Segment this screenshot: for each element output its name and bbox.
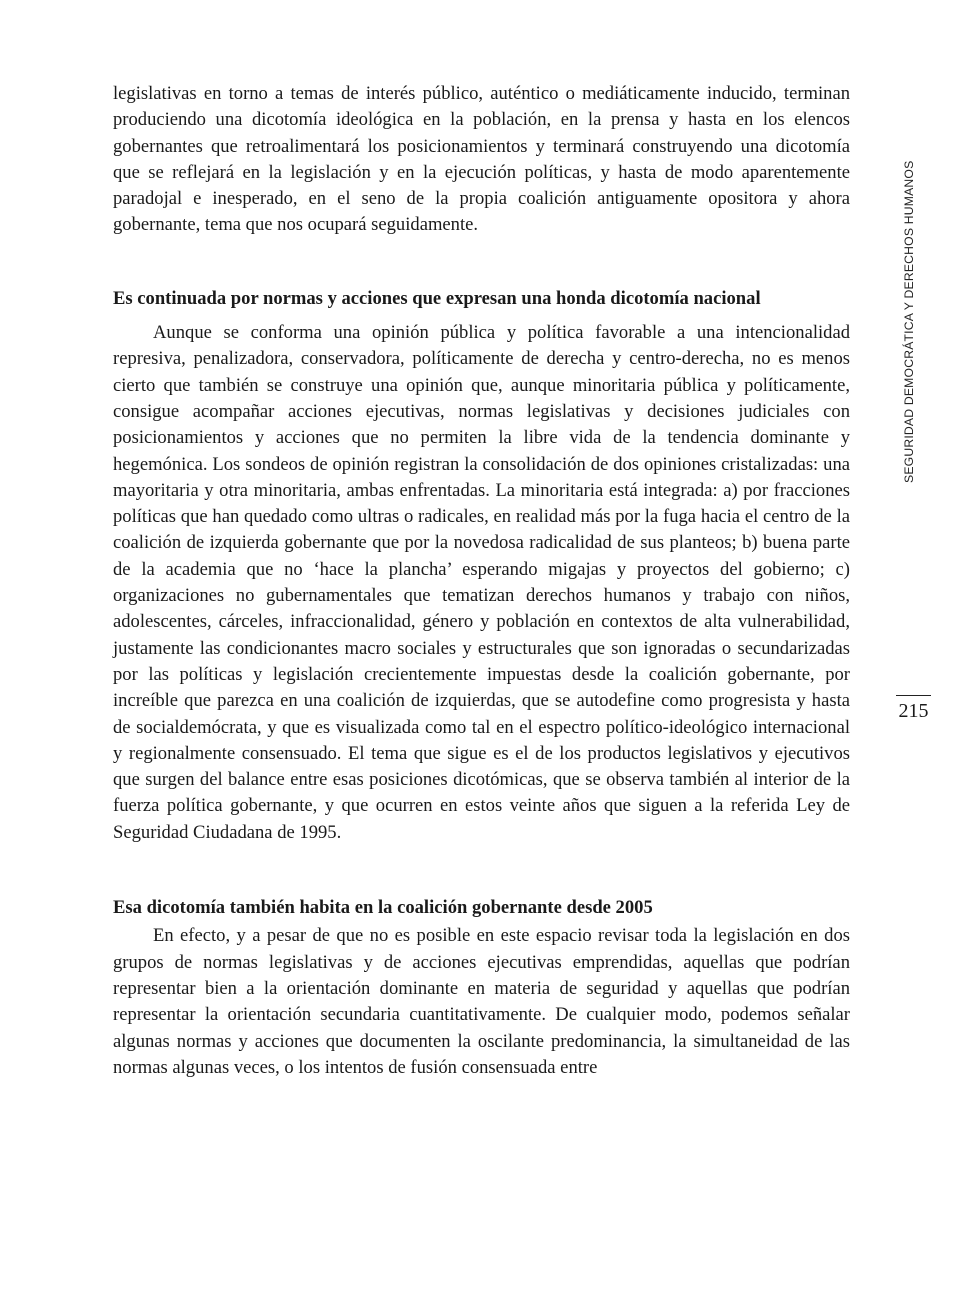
section-heading: Esa dicotomía también habita en la coalición gobernante desde 2005	[113, 897, 653, 919]
body-paragraph: En efecto, y a pesar de que no es posible en este espacio revisar toda la legislación en dos grupos de normas legislativas y de acciones ejecutivas emprendidas, aquellas que podrían representar bien a la orientación dominante en materia de seguridad y aquellas que podrían representar la orientación secundaria cuantitativamente. De cualquier modo, podemos señalar algunas normas y acciones que documenten la oscilante predominancia, la simultaneidad de las normas algunas veces, o los intentos de fusión consensuada entre	[113, 925, 850, 1078]
running-head: SEGURIDAD DEMOCRÁTICA Y DERECHOS HUMANOS	[902, 160, 916, 483]
section-heading: Es continuada por normas y acciones que expresan una honda dicotomía nacional	[113, 287, 761, 309]
page-number: 215	[898, 700, 929, 722]
page-body	[113, 81, 850, 1081]
body-paragraph: legislativas en torno a temas de interés público, auténtico o mediáticamente inducido, terminan produciendo una dicotomía ideológica en la población, en la prensa y hasta en los elencos gobernantes que retroalimentará los posicionamientos y terminará construyendo una dicotomía que se reflejará en la legislación y en la ejecución políticas, y hasta de modo aparentemente paradojal e inesperado, en el seno de la propia coalición antiguamente opositora y ahora gobernante, tema que nos ocupará seguidamente.	[113, 83, 850, 236]
folio-rule	[896, 695, 931, 696]
body-paragraph: Aunque se conforma una opinión pública y política favorable a una intencionalidad represiva, penalizadora, conservadora, políticamente de derecha y centro-derecha, no es menos cierto que también se construye una opinión que, aunque minoritaria pública y políticamente, consigue acompañar acciones ejecutivas, normas legislativas y decisiones judiciales con posicionamientos y acciones que no permiten la libre vida de la tendencia dominante y hegemónica. Los sondeos de opinión registran la consolidación de dos opiniones cristalizadas: una mayoritaria y otra minoritaria, ambas enfrentadas. La minoritaria está integrada: a) por fracciones políticas que han quedado como ultras o radicales, en realidad más por la fuga hacia el centro de la coalición de izquierda gobernante que por la novedosa radicalidad de sus planteos; b) buena parte de la academia que no ‘hace la plancha’ esperando migajas y proyectos del gobierno; c) organizaciones no gubernamentales que tematizan derechos humanos y trabajo con niños, adolescentes, cárceles, infraccionalidad, género y población en contextos de alta vulnerabilidad, justamente las condicionantes macro sociales y estructurales que son ignoradas o secundarizadas por las políticas y legislación crecientemente impuestas desde la coalición gobernante, por increíble que parezca en una coalición de izquierdas, que se autodefine como progresista y hasta de socialdemócrata, y que es visualizada como tal en el espectro político-ideológico internacional y regionalmente consensuado. El tema que sigue es el de los productos legislativos y ejecutivos que surgen del balance entre esas posiciones dicotómicas, que se observa también al interior de la fuerza política gobernante, y que ocurren en estos veinte años que siguen a la referida Ley de Seguridad Ciudadana de 1995.	[113, 322, 850, 843]
